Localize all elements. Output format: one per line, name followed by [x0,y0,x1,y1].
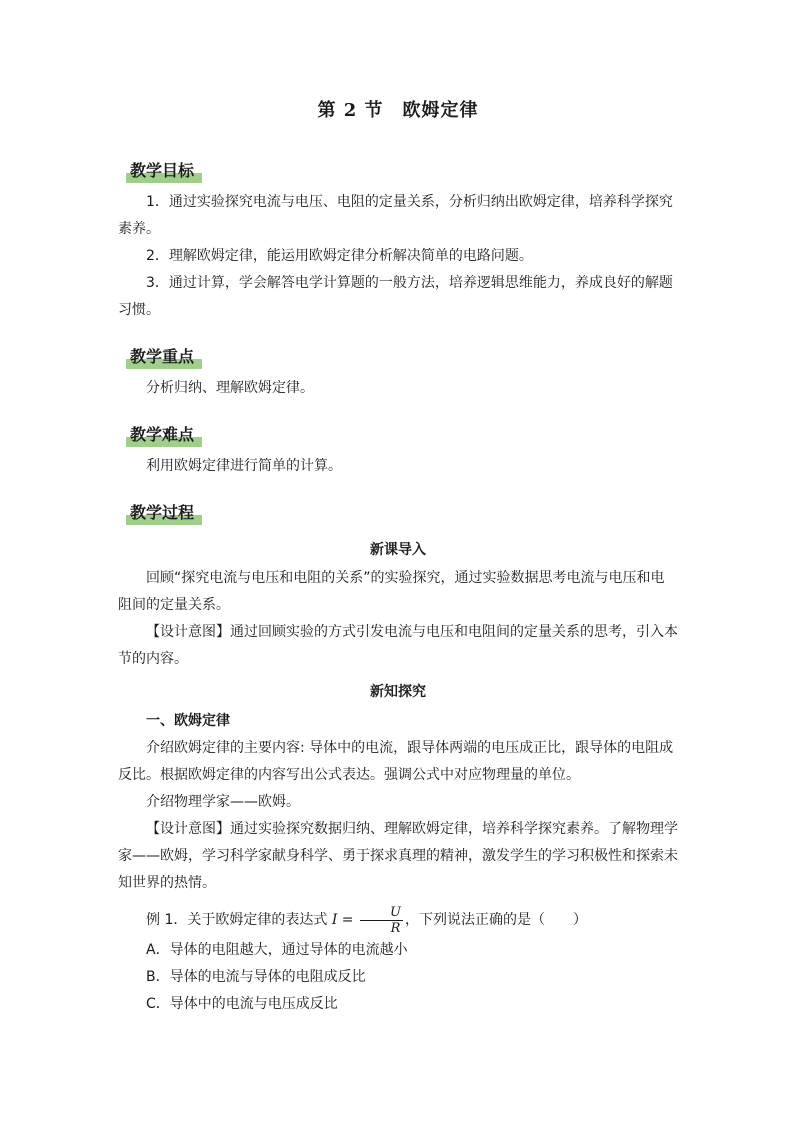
page-title: 第 2 节 欧姆定律 [317,100,479,121]
subsection-explore-heading: 新知探究 [370,684,426,700]
formula-lhs: I [331,912,338,928]
example-option-c: C．导体中的电流与电压成反比 [146,996,338,1012]
section-process [118,500,678,1018]
objective-item: 2．理解欧姆定律，能运用欧姆定律分析解决简单的电路问题。 [146,248,533,264]
formula-equals: = [337,912,358,928]
difficulties-text: 利用欧姆定律进行简单的计算。 [146,458,342,474]
formula-fraction [360,905,403,936]
example-option-b: B．导体的电流与导体的电阻成反比 [146,969,366,985]
explore-design-note: 【设计意图】通过实验探究数据归纳、理解欧姆定律，培养科学探究素养。了解物理学家——欧姆，学习科学家献身科学、勇于探求真理的精神，激发学生的学习积极性和探索未知世界的热情。 [118,821,678,891]
example-prefix: 例 1．关于欧姆定律的表达式 [146,912,332,928]
ohms-law-subheading: 一、欧姆定律 [146,713,230,729]
example-option-a: A．导体的电阻越大，通过导体的电流越小 [146,942,408,958]
formula-denominator: R [390,920,401,936]
section-heading-objectives: 教学目标 [126,158,198,181]
section-heading-key-points: 教学重点 [126,344,198,367]
intro-design-note: 【设计意图】通过回顾实验的方式引发电流与电压和电阻间的定量关系的思考，引入本节的内容。 [118,624,678,667]
formula-numerator: U [360,905,403,921]
intro-text: 回顾“探究电流与电压和电阻的关系”的实验探究，通过实验数据思考电流与电压和电阻间的定量关系。 [118,570,665,613]
example-question [118,903,678,937]
section-objectives [118,158,678,324]
key-points-text: 分析归纳、理解欧姆定律。 [146,380,314,396]
example-suffix: ，下列说法正确的是（ ） [404,912,587,928]
subsection-intro-heading: 新课导入 [370,542,426,558]
document-content [118,96,678,1038]
section-heading-difficulties: 教学难点 [126,422,198,445]
objective-item: 3．通过计算，学会解答电学计算题的一般方法，培养逻辑思维能力，养成良好的解题习惯。 [118,275,673,318]
section-difficulties [118,422,678,480]
ohm-intro-text: 介绍物理学家——欧姆。 [146,794,300,810]
ohms-law-text: 介绍欧姆定律的主要内容: 导体中的电流，跟导体两端的电压成正比，跟导体的电阻成反比。根据欧姆定律的内容写出公式表达。强调公式中对应物理量的单位。 [118,740,674,783]
objective-item: 1．通过实验探究电流与电压、电阻的定量关系，分析归纳出欧姆定律，培养科学探究素养。 [118,194,673,237]
section-heading-process: 教学过程 [126,500,198,523]
section-key-points [118,344,678,402]
